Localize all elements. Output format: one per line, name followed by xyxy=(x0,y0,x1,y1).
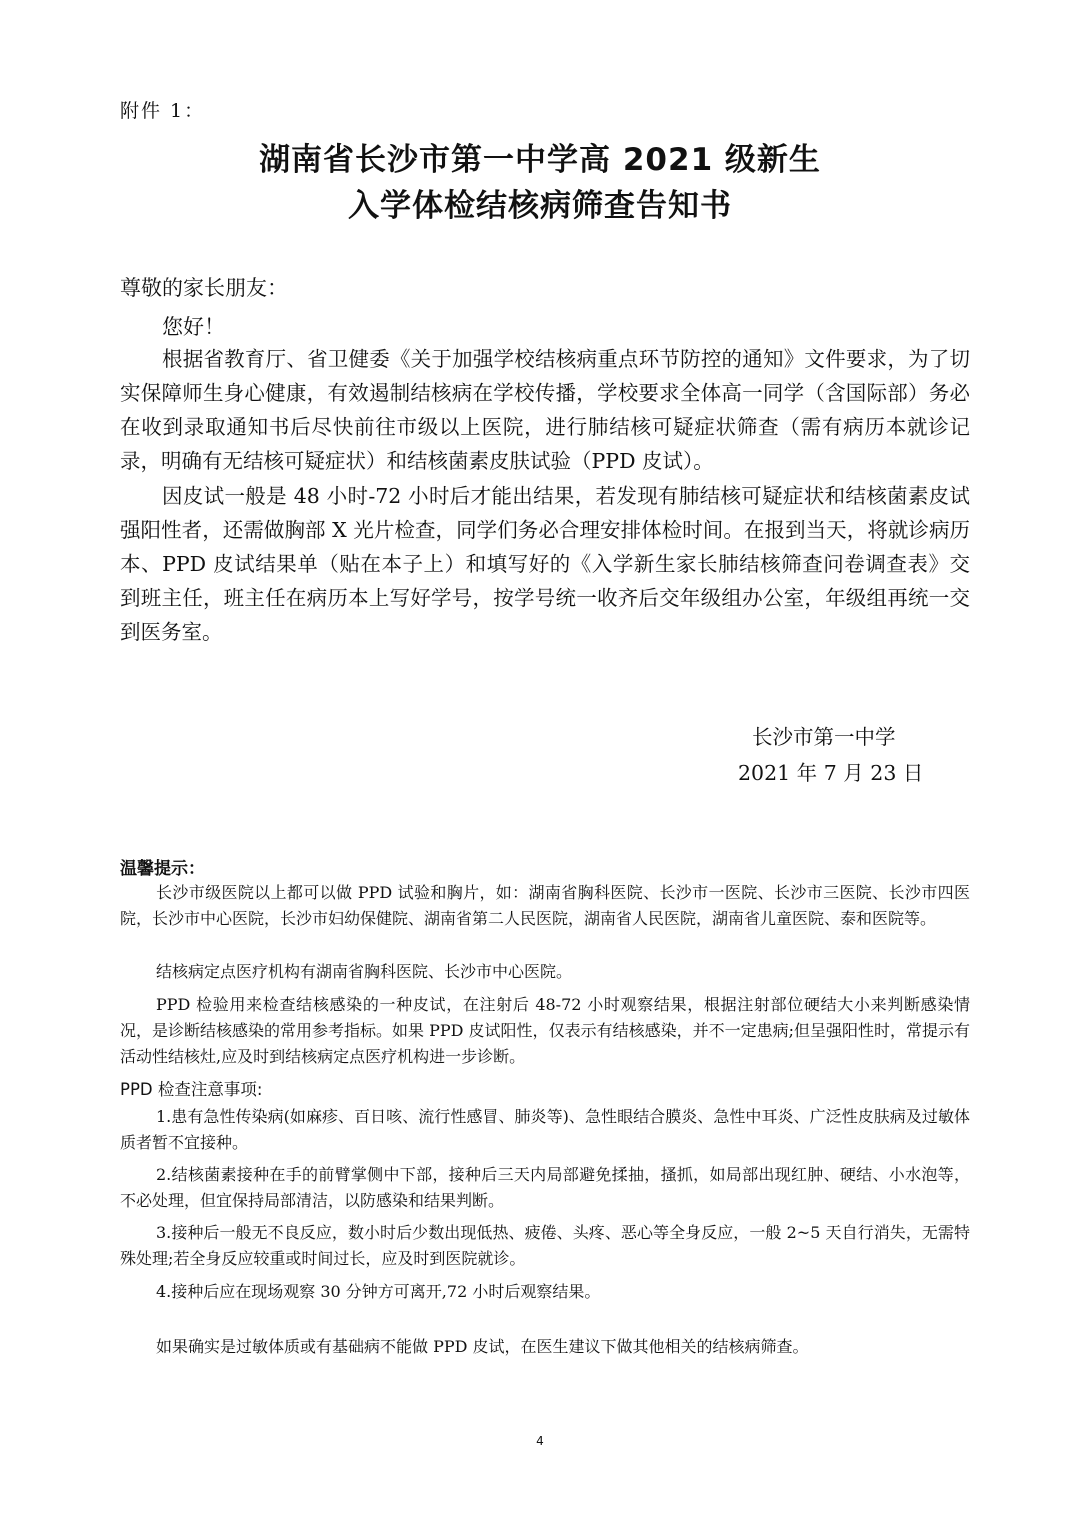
document-title-line1: 湖南省长沙市第一中学高 2021 级新生 xyxy=(259,142,821,178)
tips-paragraph: 结核病定点医疗机构有湖南省胸科医院、长沙市中心医院。 xyxy=(156,962,573,981)
ppd-notes-heading: PPD 检查注意事项: xyxy=(120,1080,263,1099)
letter-paragraph: 根据省教育厅、省卫健委《关于加强学校结核病重点环节防控的通知》文件要求，为了切实保障师生身心健康，有效遏制结核病在学校传播，学校要求全体高一同学（含国际部）务必在收到录取通知书后尽快前往市级以上医院，进行肺结核可疑症状筛查（需有病历本就诊记录，明确有无结核可疑症状）和结核菌素皮肤试验（PPD 皮试）。 xyxy=(120,347,970,473)
closing-note: 如果确实是过敏体质或有基础病不能做 PPD 皮试，在医生建议下做其他相关的结核病筛查。 xyxy=(156,1337,809,1356)
ppd-note-item: 3.接种后一般无不良反应，数小时后少数出现低热、疲倦、头疼、恶心等全身反应，一般 2~5 天自行消失，无需特殊处理;若全身反应较重或时间过长，应及时到医院就诊。 xyxy=(120,1223,970,1268)
tips-paragraph: PPD 检验用来检查结核感染的一种皮试，在注射后 48-72 小时观察结果，根据注射部位硬结大小来判断感染情况，是诊断结核感染的常用参考指标。如果 PPD 皮试阳性，仅表示有结核感染，并不一定患病;但呈强阳性时，常提示有活动性结核灶,应及时到结核病定点医疗机构进一步诊断。 xyxy=(120,995,970,1066)
signature-date: 2021 年 7 月 23 日 xyxy=(738,761,924,785)
document-title-line2: 入学体检结核病筛查告知书 xyxy=(348,188,732,224)
page-number: 4 xyxy=(536,1434,544,1448)
letter-paragraph: 因皮试一般是 48 小时-72 小时后才能出结果，若发现有肺结核可疑症状和结核菌素皮试强阳性者，还需做胸部 X 光片检查，同学们务必合理安排体检时间。在报到当天，将就诊病历本、PPD 皮试结果单（贴在本子上）和填写好的《入学新生家长肺结核筛查问卷调查表》交到班主任，班主任在病历本上写好学号，按学号统一收齐后交年级组办公室，年级组再统一交到医务室。 xyxy=(120,484,970,644)
tips-heading: 温馨提示： xyxy=(120,859,205,879)
signature-organization: 长沙市第一中学 xyxy=(752,725,896,749)
ppd-note-item: 4.接种后应在现场观察 30 分钟方可离开,72 小时后观察结果。 xyxy=(156,1282,601,1301)
greeting: 您好！ xyxy=(162,315,225,339)
ppd-note-item: 2.结核菌素接种在手的前臂掌侧中下部，接种后三天内局部避免揉抽，搔抓，如局部出现红肿、硬结、小水泡等，不必处理，但宜保持局部清洁，以防感染和结果判断。 xyxy=(120,1165,970,1210)
ppd-note-item: 1.患有急性传染病(如麻疹、百日咳、流行性感冒、肺炎等)、急性眼结合膜炎、急性中耳炎、广泛性皮肤病及过敏体质者暂不宜接种。 xyxy=(120,1107,970,1152)
tips-paragraph: 长沙市级医院以上都可以做 PPD 试验和胸片，如：湖南省胸科医院、长沙市一医院、长沙市三医院、长沙市四医院，长沙市中心医院，长沙市妇幼保健院、湖南省第二人民医院，湖南省人民医院，湖南省儿童医院、泰和医院等。 xyxy=(120,883,970,928)
salutation: 尊敬的家长朋友： xyxy=(120,276,288,300)
attachment-label: 附件 1： xyxy=(120,100,206,122)
